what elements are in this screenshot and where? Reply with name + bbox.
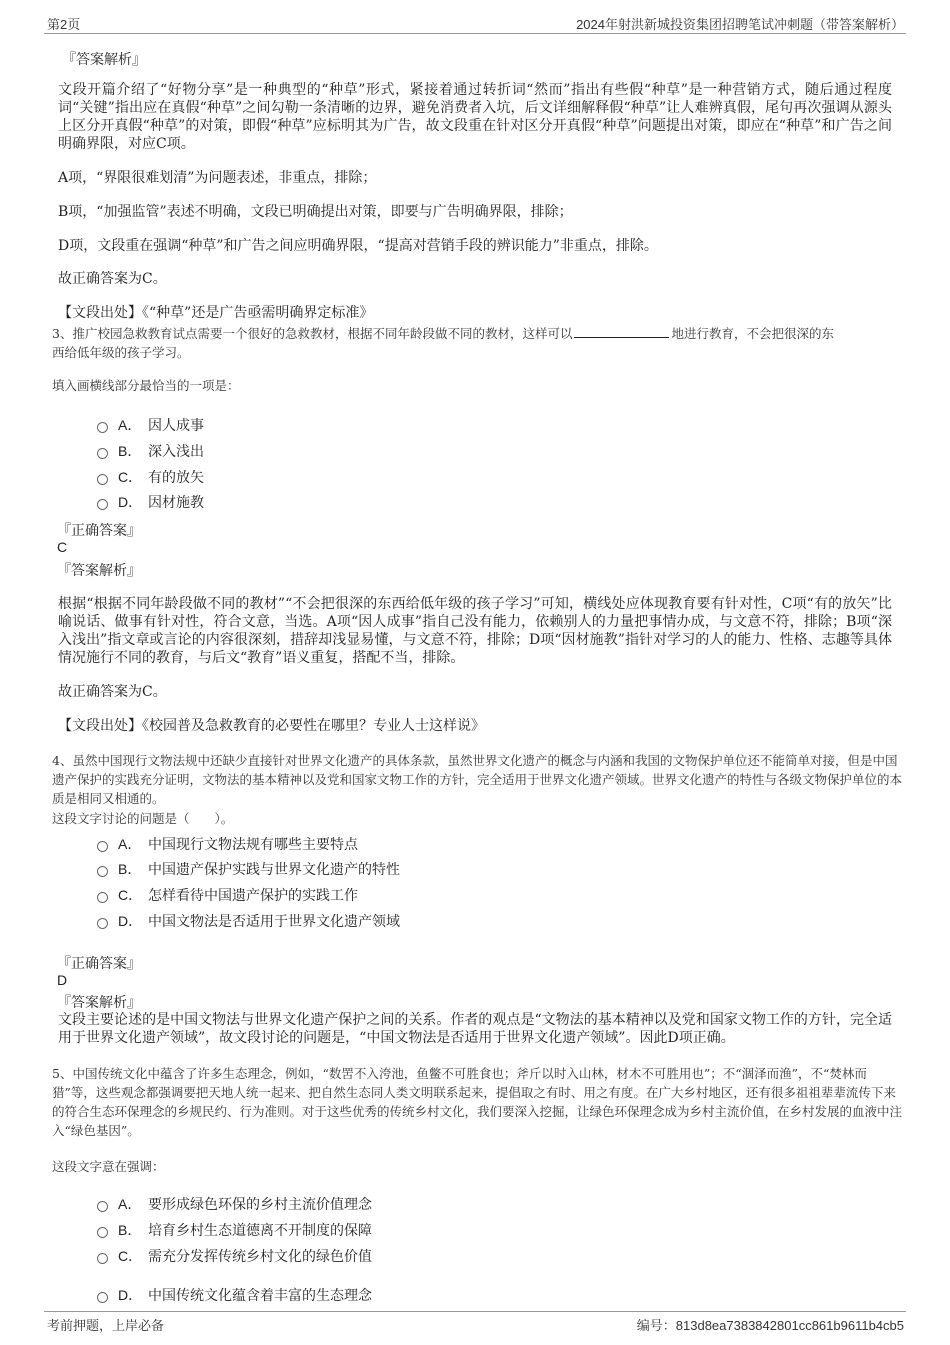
header-rule (44, 33, 906, 34)
option-text: 中国传统文化蕴含着丰富的生态理念 (148, 1288, 372, 1304)
analysis-text: 文段开篇介绍了“好物分享”是一种典型的“种草”形式，紧接着通过转折词“然而”指出有些假“种草”是一种营销方式，随后通过程度词“关键”指出应在真假“种草”之间勾勒一条清晰的边界，避免消费者入坑，后文详细解释假“种草”让人难辨真假，尾句再次强调从源头上区分开真假“种草”的对策，即假“种草”应标明其为广告，故文段重在针对区分开真假“种草”问题提出对策，即应在“种草”和广告之间明确界限，对应C项。 (58, 82, 892, 152)
radio-icon[interactable] (97, 422, 108, 433)
option-letter: D． (118, 1287, 143, 1303)
option-letter: C． (118, 887, 143, 903)
option-text: 要形成绿色环保的乡村主流价值理念 (148, 1197, 372, 1213)
option-letter: A． (118, 836, 142, 852)
option-d[interactable] (97, 492, 204, 512)
option-text: 怎样看待中国遗产保护的实践工作 (148, 888, 358, 904)
footer-rule (44, 1311, 906, 1312)
question-instruction: 这段文字讨论的问题是（ ）。 (52, 811, 234, 826)
option-b[interactable] (97, 1220, 372, 1240)
radio-icon[interactable] (97, 918, 108, 929)
radio-icon[interactable] (97, 474, 108, 485)
analysis-option-a: A项，“界限很难划清”为问题表述，非重点，排除； (58, 170, 377, 186)
option-letter: D． (118, 913, 143, 929)
analysis-text: 文段主要论述的是中国文物法与世界文化遗产保护之间的关系。作者的观点是“文物法的基本精神以及党和国家文物工作的方针，完全适用于世界文化遗产领域”，故文段讨论的问题是，“中国文物法是否适用于世界文化遗产领域”。因此D项正确。 (58, 1012, 892, 1046)
option-text: 中国遗产保护实践与世界文化遗产的特性 (148, 862, 400, 878)
conclusion: 故正确答案为C。 (58, 684, 167, 700)
option-letter: B． (118, 861, 142, 877)
option-b[interactable] (97, 859, 400, 879)
option-letter: C． (118, 1248, 143, 1264)
conclusion: 故正确答案为C。 (58, 271, 167, 287)
radio-icon[interactable] (97, 1253, 108, 1264)
question-stem: 5、中国传统文化中蕴含了许多生态理念，例如，“数罟不入洿池，鱼鳖不可胜食也；斧斤以时入山林，材木不可胜用也”；不“涸泽而渔”，不“焚林而猎”等，这些观念都强调要把天地人统一起来、把自然生态同人类文明联系起来，提倡取之有时、用之有度。在广大乡村地区，还有很多祖祖辈辈流传下来的符合生态环保理念的乡规民约、行为准则。对于这些优秀的传统乡村文化，我们要深入挖掘，让绿色环保理念成为乡村主流价值，在乡村发展的血液中注入“绿色基因”。 (52, 1066, 903, 1138)
stem-part: 西给低年级的孩子学习。 (52, 345, 190, 360)
radio-icon[interactable] (97, 1227, 108, 1238)
question-stem (52, 324, 902, 362)
page-number: 第2页 (47, 17, 81, 32)
radio-icon[interactable] (97, 1292, 108, 1303)
option-letter: A． (118, 417, 142, 433)
option-d[interactable] (97, 1285, 372, 1305)
option-a[interactable] (97, 415, 204, 435)
option-text: 中国现行文物法规有哪些主要特点 (148, 837, 358, 853)
radio-icon[interactable] (97, 841, 108, 852)
option-text: 需充分发挥传统乡村文化的绿色价值 (148, 1249, 372, 1265)
analysis-option-d: D项，文段重在强调“种草”和广告之间应明确界限，“提高对营销手段的辨识能力”非重点，排除。 (58, 238, 658, 254)
option-letter: B． (118, 443, 142, 459)
radio-icon[interactable] (97, 1201, 108, 1212)
source: 【文段出处】《“种草”还是广告亟需明确界定标准》 (58, 305, 374, 321)
analysis-option-b: B项，“加强监管”表述不明确，文段已明确提出对策，即要与广告明确界限，排除； (58, 204, 573, 220)
correct-answer-tag: 『正确答案』 (57, 956, 141, 972)
document-id: 编号：813d8ea7383842801cc861b9611b4cb5 (636, 1318, 904, 1333)
option-letter: C． (118, 469, 143, 485)
option-letter: B． (118, 1222, 142, 1238)
analysis-tag: 『答案解析』 (57, 995, 141, 1011)
question-instruction: 这段文字意在强调： (52, 1159, 165, 1174)
option-c[interactable] (97, 885, 358, 905)
option-letter: D． (118, 494, 143, 510)
source: 【文段出处】《校园普及急救教育的必要性在哪里？专业人士这样说》 (58, 718, 485, 734)
option-c[interactable] (97, 467, 204, 487)
option-letter: A． (118, 1196, 142, 1212)
document-title: 2024年射洪新城投资集团招聘笔试冲刺题（带答案解析） (576, 17, 904, 32)
option-text: 有的放矢 (148, 470, 204, 486)
question-stem: 4、虽然中国现行文物法规中还缺少直接针对世界文化遗产的具体条款，虽然世界文化遗产的概念与内涵和我国的文物保护单位还不能简单对接，但是中国遗产保护的实践充分证明，文物法的基本精神以及党和国家文物工作的方针，完全适用于世界文化遗产领域。世界文化遗产的特性与各级文物保护单位的本质是相同又相通的。 (52, 753, 903, 806)
option-b[interactable] (97, 441, 204, 461)
option-d[interactable] (97, 911, 400, 931)
analysis-tag: 『答案解析』 (57, 563, 141, 579)
radio-icon[interactable] (97, 499, 108, 510)
radio-icon[interactable] (97, 866, 108, 877)
question-instruction: 填入画横线部分最恰当的一项是： (52, 378, 240, 393)
option-a[interactable] (97, 1194, 372, 1214)
analysis-tag: 『答案解析』 (62, 52, 146, 68)
analysis-text: 根据“根据不同年龄段做不同的教材”“不会把很深的东西给低年级的孩子学习”可知，横线处应体现教育要有针对性，C项“有的放矢”比喻说话、做事有针对性，符合文意，当选。A项“因人成事”指自己没有能力，依赖别人的力量把事情办成，与文意不符，排除；B项“深入浅出”指文章或言论的内容很深刻，措辞却浅显易懂，与文意不符，排除；D项“因材施教”指针对学习的人的能力、性格、志趣等具体情况施行不同的教育，与后文“教育”语义重复，搭配不当，排除。 (58, 596, 892, 666)
correct-answer: C (57, 539, 68, 555)
option-c[interactable] (97, 1246, 372, 1266)
option-text: 因人成事 (148, 418, 204, 434)
option-text: 中国文物法是否适用于世界文化遗产领域 (148, 914, 400, 930)
stem-part: 3、推广校园急救教育试点需要一个很好的急救教材，根据不同年龄段做不同的教材，这样可以 (52, 326, 573, 341)
footer-slogan: 考前押题，上岸必备 (47, 1318, 165, 1333)
stem-part: 地进行教育，不会把很深的东 (671, 326, 834, 341)
correct-answer: D (57, 972, 68, 988)
radio-icon[interactable] (97, 448, 108, 459)
radio-icon[interactable] (97, 892, 108, 903)
option-text: 因材施教 (148, 495, 204, 511)
correct-answer-tag: 『正确答案』 (57, 523, 141, 539)
option-text: 深入浅出 (148, 444, 204, 460)
option-text: 培育乡村生态道德离不开制度的保障 (148, 1223, 372, 1239)
option-a[interactable] (97, 834, 358, 854)
fill-blank (574, 325, 669, 338)
